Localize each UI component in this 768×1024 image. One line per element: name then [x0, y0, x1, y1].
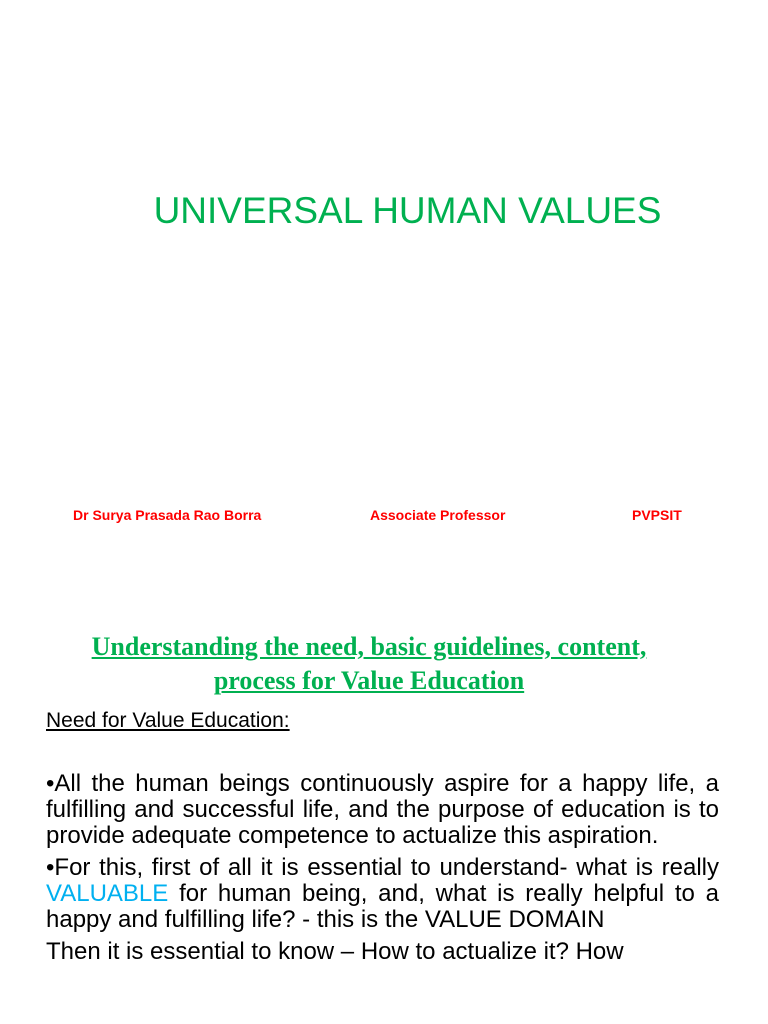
author-name: Dr Surya Prasada Rao Borra [73, 507, 262, 523]
author-position: Associate Professor [370, 507, 506, 523]
valuable-highlight: VALUABLE [46, 880, 169, 907]
bullet-paragraph-1: •All the human beings continuously aspire for a happy life, a fulfilling and successful life, and the purpose of education is to provide adequate competence to actualize this aspiration. [46, 770, 719, 849]
content-slide [0, 576, 768, 1024]
section-heading [46, 630, 692, 698]
section-heading-line2: process for Value Education [213, 666, 525, 695]
bullet2-text-before: •For this, first of all it is essential to understand- what is really [46, 854, 719, 881]
author-institution: PVPSIT [632, 507, 682, 523]
slide-title: UNIVERSAL HUMAN VALUES [153, 190, 662, 231]
subheading: Need for Value Education: [46, 709, 290, 732]
section-heading-line1: Understanding the need, basic guidelines, content, [91, 632, 647, 661]
bullet2-text-after: for human being, and, what is really helpful to a happy and fulfilling life? - this is the VALUE DOMAIN [46, 880, 719, 933]
paragraph-3: Then it is essential to know – How to actualize it? How [46, 938, 624, 965]
bullet-paragraph-2 [46, 855, 719, 933]
body-text [46, 771, 719, 971]
